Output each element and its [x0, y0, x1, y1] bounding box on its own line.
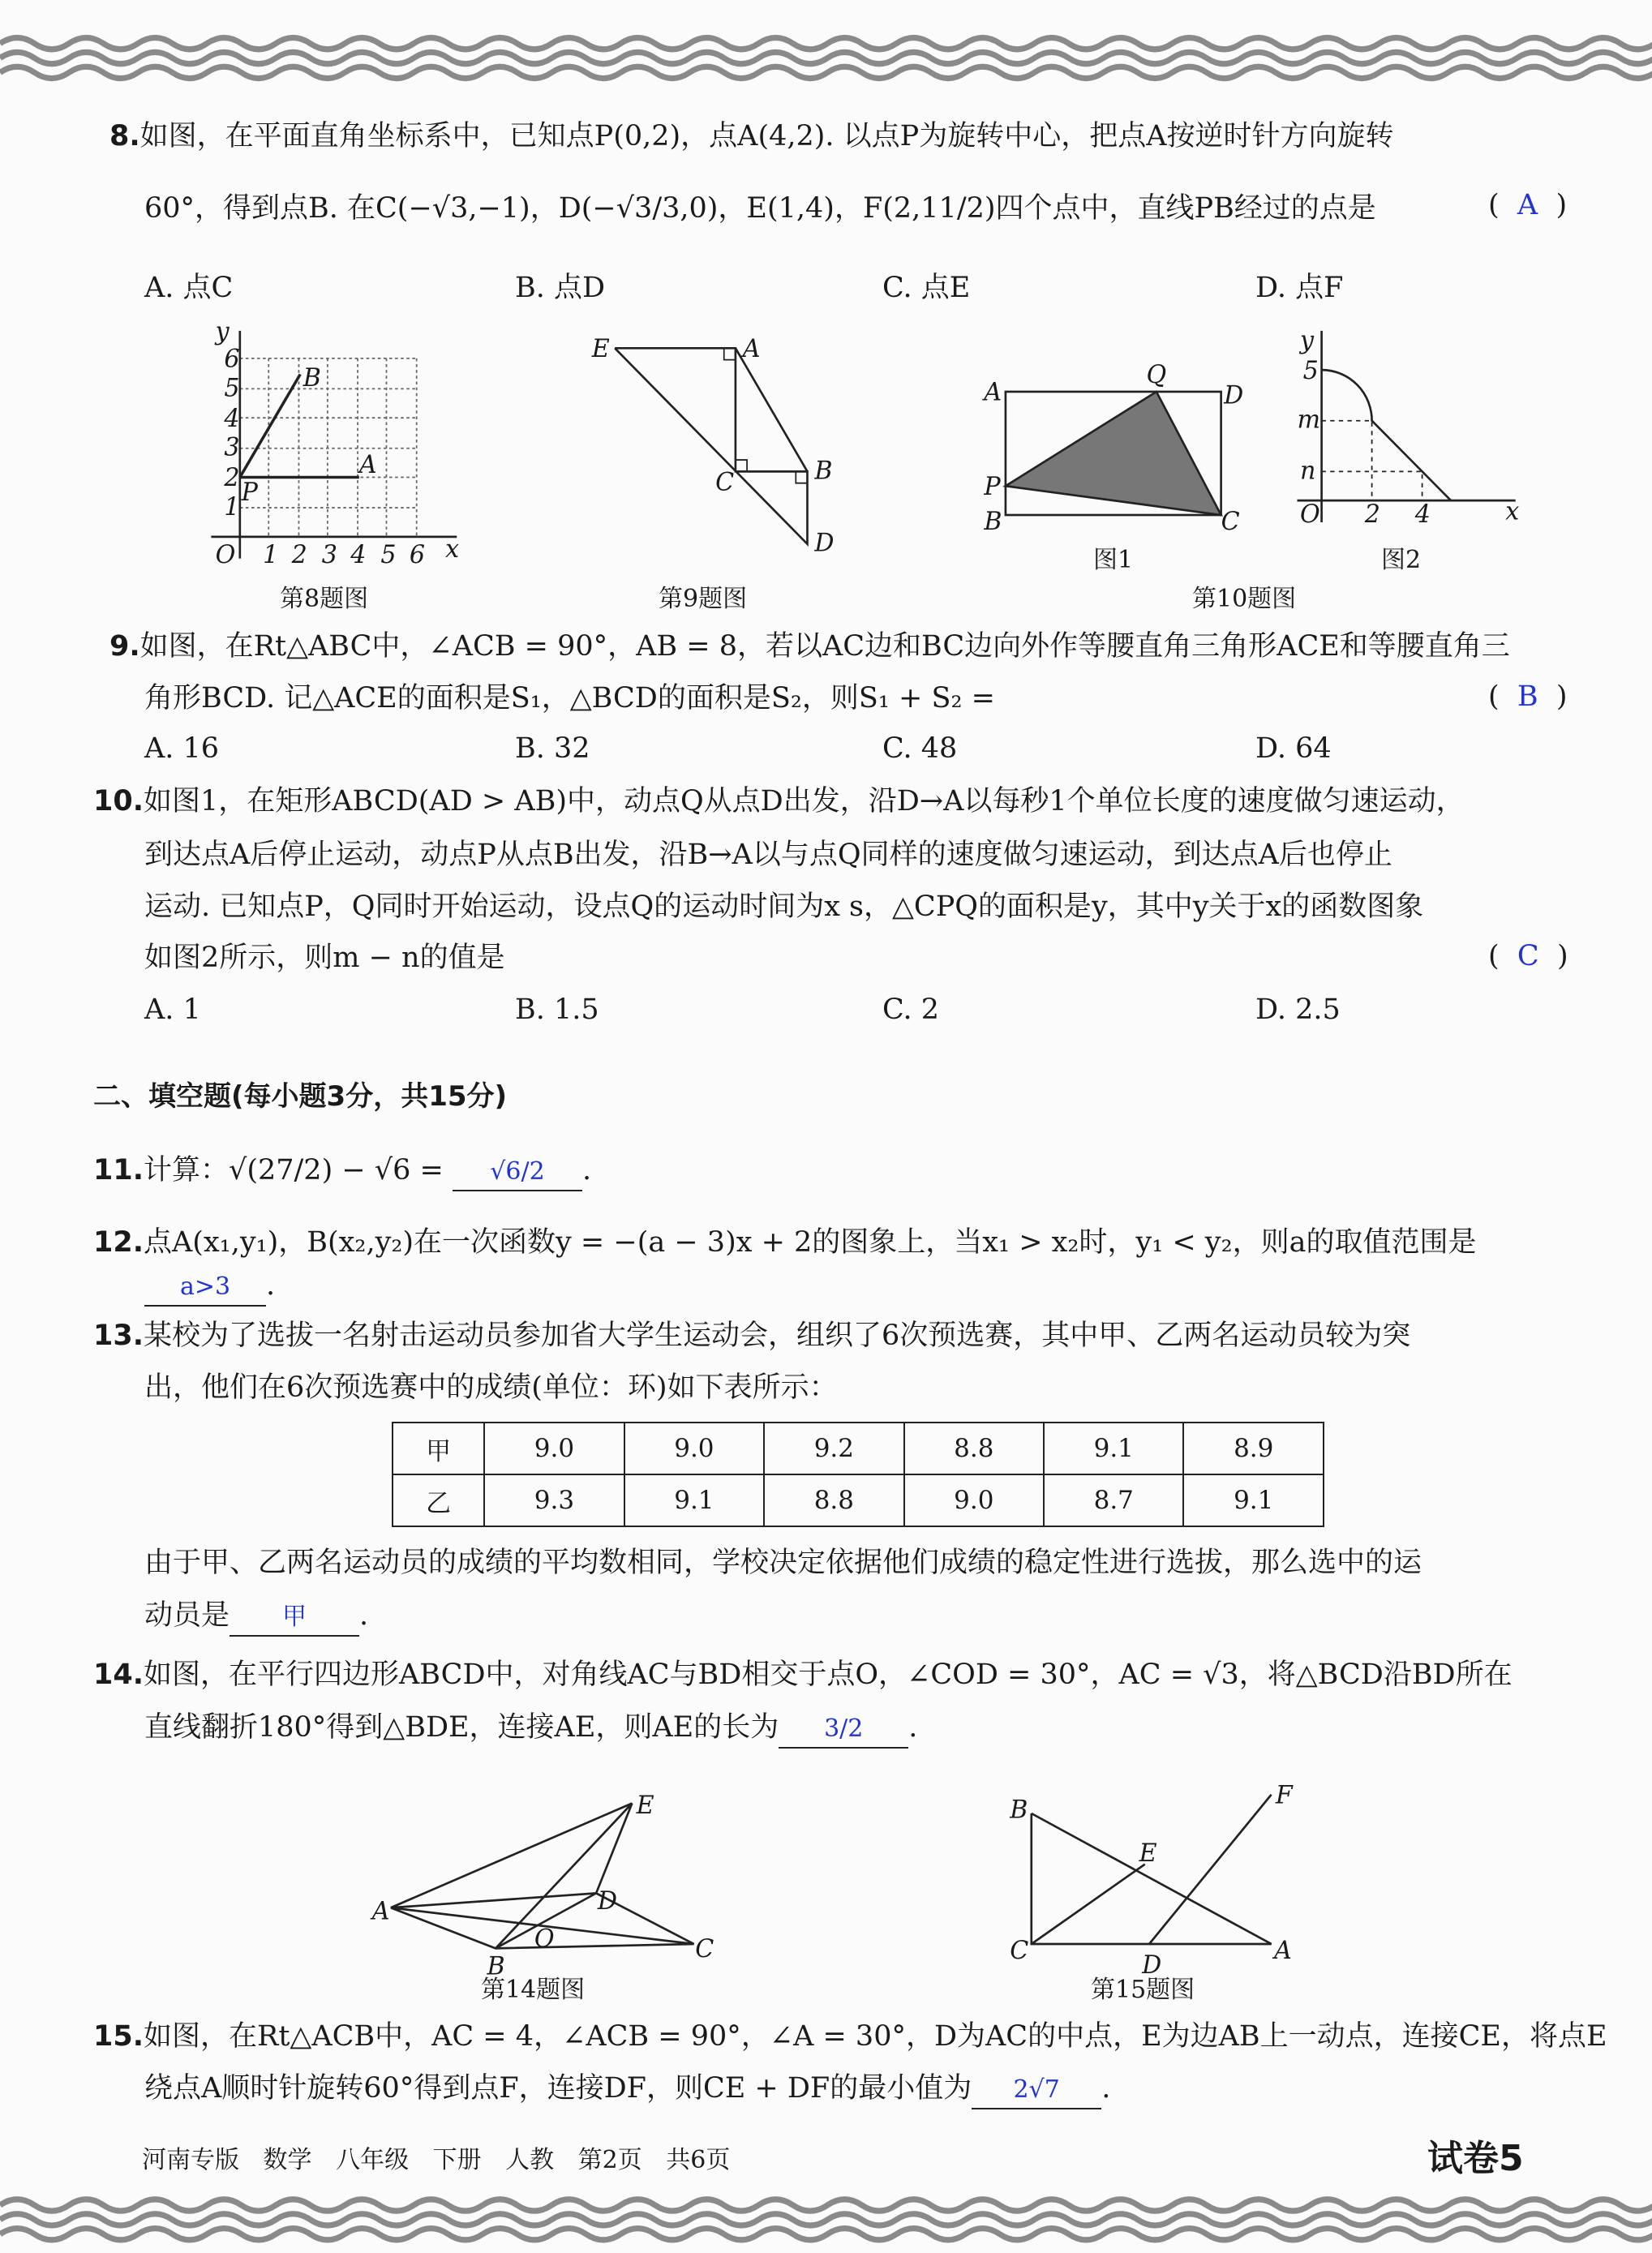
- svg-text:O: O: [215, 540, 236, 570]
- q10-option-b: B. 1.5: [515, 993, 599, 1026]
- table-cell: 9.1: [1183, 1474, 1324, 1526]
- svg-text:A: A: [371, 1897, 390, 1926]
- figure-q10-labels: [981, 326, 1519, 536]
- figure-q14-labels: [370, 1792, 714, 1981]
- q10-option-a: A. 1: [144, 993, 201, 1026]
- q9-answer: ( B ): [1488, 680, 1568, 713]
- svg-text:E: E: [591, 334, 610, 364]
- figure-q15-labels: [1009, 1781, 1294, 1979]
- table-cell: 9.0: [904, 1474, 1044, 1526]
- table-cell: 甲: [393, 1423, 484, 1474]
- svg-text:A: A: [984, 378, 1002, 407]
- svg-text:F: F: [1275, 1781, 1293, 1810]
- q11-line: 11.计算：√(27/2) − √6 = √6/2 .: [93, 1152, 591, 1191]
- q8-option-a: A. 点C: [144, 272, 234, 304]
- svg-text:P: P: [241, 478, 258, 508]
- svg-text:A: A: [1274, 1936, 1292, 1965]
- table-cell: 8.7: [1044, 1474, 1183, 1526]
- score-table: [392, 1422, 1324, 1527]
- figure-q8-coordinate-grid: [211, 331, 457, 559]
- table-row: [393, 1423, 1324, 1474]
- q15-line2: 绕点A顺时针旋转60°得到点F，连接DF，则CE + DF的最小值为 2√7 .: [144, 2071, 1110, 2109]
- answer-blank: a>3: [144, 1269, 266, 1307]
- question-number: 12.: [93, 1226, 144, 1259]
- svg-text:A: A: [742, 334, 761, 364]
- question-text: 如图1，在矩形ABCD(AD > AB)中，动点Q从点D出发，沿D→A以每秒1个单位长度的速度做匀速运动，: [144, 785, 1465, 818]
- svg-text:B: B: [303, 363, 321, 393]
- table-cell: 9.0: [624, 1423, 764, 1474]
- svg-text:B: B: [1010, 1796, 1028, 1825]
- svg-text:P: P: [984, 472, 1001, 502]
- svg-text:A: A: [358, 451, 377, 480]
- table-cell: 9.1: [1044, 1423, 1183, 1474]
- fig10-1-caption: 图1: [1093, 546, 1134, 574]
- svg-text:4: 4: [224, 404, 240, 433]
- svg-text:E: E: [636, 1791, 654, 1821]
- question-number: 13.: [93, 1320, 144, 1352]
- answer-blank: √6/2: [453, 1154, 582, 1191]
- question-number: 11.: [93, 1154, 144, 1187]
- question-number: 15.: [93, 2020, 144, 2053]
- svg-text:C: C: [1221, 507, 1240, 536]
- question-text: 计算：√(27/2) − √6 =: [144, 1154, 444, 1187]
- svg-text:3: 3: [224, 433, 240, 462]
- table-row: [393, 1474, 1324, 1526]
- fig8-caption: 第8题图: [280, 585, 369, 613]
- question-text: 如图，在平面直角坐标系中，已知点P(0,2)，点A(4,2). 以点P为旋转中心，把点A按逆时针方向旋转: [139, 120, 1394, 152]
- svg-text:1: 1: [224, 492, 240, 522]
- question-number: 9.: [109, 630, 140, 663]
- question-text: 绕点A顺时针旋转60°得到点F，连接DF，则CE + DF的最小值为: [144, 2072, 972, 2105]
- svg-text:y: y: [215, 317, 230, 346]
- svg-text:2: 2: [291, 540, 307, 570]
- q8-option-d: D. 点F: [1255, 272, 1344, 304]
- footer-info: 河南专版 数学 八年级 下册 人教 第2页 共6页: [142, 2146, 731, 2174]
- fig14-caption: 第14题图: [481, 1976, 586, 2004]
- svg-text:y: y: [1300, 326, 1315, 355]
- svg-text:x: x: [1505, 497, 1520, 526]
- answer-blank: 甲: [230, 1599, 359, 1637]
- svg-text:6: 6: [224, 345, 240, 374]
- answer-text: B: [1517, 680, 1538, 713]
- q10-line4: 如图2所示，则m − n的值是: [144, 942, 505, 974]
- top-wave-border: [0, 38, 1652, 79]
- table-cell: 8.9: [1183, 1423, 1324, 1474]
- q8-option-b: B. 点D: [515, 272, 606, 304]
- answer-blank: 2√7: [972, 2072, 1101, 2109]
- figure-q9-triangles: [615, 348, 807, 543]
- answer-blank: 3/2: [779, 1711, 908, 1749]
- q10-line2: 到达点A后停止运动，动点P从点B出发，沿B→A以与点Q同样的速度做匀速运动，到达点A后也停止: [144, 839, 1392, 871]
- svg-text:4: 4: [350, 540, 367, 570]
- q13-line3: 由于甲、乙两名运动员的成绩的平均数相同，学校决定依据他们成绩的稳定性进行选拔，那么选中的运: [144, 1547, 1422, 1579]
- q9-option-a: A. 16: [144, 732, 220, 765]
- question-text: 某校为了选拔一名射击运动员参加省大学生运动会，组织了6次预选赛，其中甲、乙两名运动员较为突: [144, 1320, 1411, 1352]
- q10-option-c: C. 2: [882, 993, 940, 1026]
- question-number: 14.: [93, 1659, 144, 1691]
- svg-text:C: C: [1010, 1936, 1029, 1965]
- q13-line2: 出，他们在6次预选赛中的成绩(单位：环)如下表所示：: [144, 1371, 838, 1404]
- table-cell: 9.1: [624, 1474, 764, 1526]
- figure-q10-rectangle: [1006, 392, 1221, 515]
- q14-line1: [93, 1657, 1513, 1693]
- question-text: 如图，在Rt△ACB中，AC = 4，∠ACB = 90°，∠A = 30°，D为AC的中点，E为边AB上一动点，连接CE，将点E: [144, 2020, 1607, 2053]
- svg-text:D: D: [597, 1886, 618, 1916]
- q12-line1: [93, 1225, 1476, 1260]
- q12-line2: a>3 .: [144, 1268, 275, 1307]
- answer-text: C: [1517, 940, 1539, 972]
- svg-text:Q: Q: [1146, 361, 1167, 390]
- fig9-caption: 第9题图: [659, 585, 748, 613]
- question-number: 10.: [93, 785, 144, 818]
- svg-text:6: 6: [409, 540, 425, 570]
- svg-text:D: D: [814, 529, 835, 558]
- question-text: 直线翻折180°得到△BDE，连接AE，则AE的长为: [144, 1711, 779, 1744]
- question-text: 点A(x₁,y₁)，B(x₂,y₂)在一次函数y = −(a − 3)x + 2的图象上，当x₁ > x₂时，y₁ < y₂，则a的取值范围是: [144, 1226, 1477, 1259]
- q9-option-d: D. 64: [1255, 732, 1332, 765]
- svg-text:n: n: [1300, 457, 1316, 486]
- svg-text:O: O: [534, 1925, 555, 1954]
- q14-line2: 直线翻折180°得到△BDE，连接AE，则AE的长为 3/2 .: [144, 1710, 917, 1749]
- q8-line2: 60°，得到点B. 在C(−√3,−1)，D(−√3/3,0)，E(1,4)，F(2,11/2)四个点中，直线PB经过的点是: [144, 192, 1376, 225]
- q15-line1: [93, 2019, 1607, 2054]
- table-cell: 9.0: [484, 1423, 624, 1474]
- q8-line1: [109, 118, 1394, 154]
- svg-text:C: C: [715, 468, 735, 497]
- fig10-caption: 第10题图: [1192, 585, 1297, 613]
- fig10-2-caption: 图2: [1381, 546, 1422, 574]
- svg-text:2: 2: [224, 464, 240, 493]
- figure-q10-graph: [1297, 331, 1515, 522]
- svg-text:3: 3: [321, 540, 337, 570]
- q10-line3: 运动. 已知点P，Q同时开始运动，设点Q的运动时间为x s，△CPQ的面积是y，其中y关于x的函数图象: [144, 890, 1424, 923]
- svg-text:4: 4: [1414, 500, 1431, 530]
- q8-answer: ( A ): [1488, 189, 1568, 221]
- svg-text:x: x: [445, 534, 460, 564]
- table-cell: 9.2: [764, 1423, 903, 1474]
- svg-text:C: C: [695, 1934, 714, 1964]
- svg-text:B: B: [814, 457, 833, 486]
- question-text: 动员是: [144, 1599, 230, 1632]
- svg-text:5: 5: [380, 540, 397, 570]
- question-number: 8.: [109, 120, 140, 152]
- svg-text:1: 1: [263, 540, 279, 570]
- q10-line1: [93, 783, 1465, 819]
- q9-option-b: B. 32: [515, 732, 590, 765]
- q13-line1: [93, 1318, 1410, 1354]
- fig15-caption: 第15题图: [1091, 1976, 1195, 2004]
- svg-text:D: D: [1224, 381, 1244, 410]
- figure-q8-labels: [214, 317, 459, 569]
- table-cell: 乙: [393, 1474, 484, 1526]
- q13-line4: 动员是 甲 .: [144, 1598, 368, 1637]
- svg-text:E: E: [1139, 1839, 1157, 1869]
- svg-text:m: m: [1297, 406, 1321, 435]
- svg-text:D: D: [1142, 1950, 1162, 1980]
- question-text: 如图，在Rt△ABC中，∠ACB = 90°，AB = 8，若以AC边和BC边向外作等腰直角三角形ACE和等腰直角三: [139, 630, 1510, 663]
- question-text: 如图，在平行四边形ABCD中，对角线AC与BD相交于点O，∠COD = 30°，AC = √3，将△BCD沿BD所在: [144, 1659, 1513, 1691]
- section-heading: 二、填空题(每小题3分，共15分): [93, 1080, 508, 1113]
- q10-answer: ( C ): [1488, 940, 1568, 972]
- footer-brand: 试卷5: [1427, 2138, 1524, 2179]
- q9-line2: 角形BCD. 记△ACE的面积是S₁，△BCD的面积是S₂，则S₁ + S₂ =: [144, 682, 995, 715]
- answer-text: A: [1517, 189, 1538, 221]
- svg-text:B: B: [487, 1952, 505, 1981]
- svg-text:O: O: [1300, 500, 1320, 530]
- svg-text:2: 2: [1364, 500, 1380, 530]
- svg-text:5: 5: [1302, 356, 1319, 385]
- q10-option-d: D. 2.5: [1255, 993, 1341, 1026]
- svg-text:B: B: [984, 507, 1002, 536]
- table-cell: 9.3: [484, 1474, 624, 1526]
- svg-text:5: 5: [224, 374, 240, 403]
- table-cell: 8.8: [764, 1474, 903, 1526]
- q9-option-c: C. 48: [882, 732, 958, 765]
- figure-q15-triangle: [1032, 1795, 1272, 1944]
- bottom-wave-border: [0, 2199, 1652, 2240]
- table-cell: 8.8: [904, 1423, 1044, 1474]
- q8-option-c: C. 点E: [882, 272, 971, 304]
- q9-line1: [109, 629, 1510, 664]
